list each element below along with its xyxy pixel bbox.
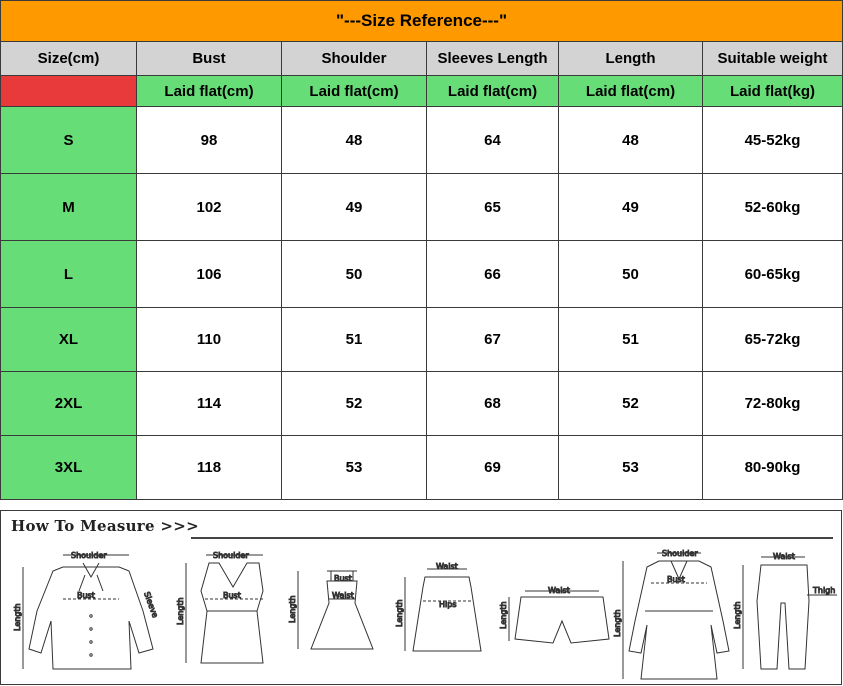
- length-cell: 52: [559, 372, 703, 436]
- skirt-diagram: [395, 562, 481, 651]
- sleeves-cell: 66: [427, 241, 559, 308]
- size-cell: L: [1, 241, 137, 308]
- table-row: [1, 241, 843, 308]
- bust-label: Bust: [667, 575, 685, 584]
- bust-cell: 110: [137, 308, 282, 372]
- how-to-measure-panel: [0, 510, 842, 685]
- weight-cell: 60-65kg: [703, 241, 843, 308]
- shoulder-cell: 50: [282, 241, 427, 308]
- table-row: [1, 174, 843, 241]
- table-row: [1, 107, 843, 174]
- unit-length: Laid flat(cm): [559, 76, 703, 107]
- how-to-measure-title: How To Measure >>>: [11, 517, 199, 535]
- shoulder-cell: 51: [282, 308, 427, 372]
- waist-label: Waist: [548, 586, 570, 595]
- length-label: Length: [499, 601, 508, 629]
- shoulder-cell: 49: [282, 174, 427, 241]
- shoulder-cell: 53: [282, 436, 427, 500]
- bust-label: Bust: [334, 574, 352, 583]
- size-cell: M: [1, 174, 137, 241]
- waist-label: Waist: [773, 552, 795, 561]
- dress-diagram: [288, 571, 373, 649]
- header-sleeves-length: Sleeves Length: [427, 42, 559, 76]
- weight-cell: 52-60kg: [703, 174, 843, 241]
- unit-corner: [1, 76, 137, 107]
- size-cell: S: [1, 107, 137, 174]
- length-label: Length: [395, 599, 404, 627]
- header-shoulder: Shoulder: [282, 42, 427, 76]
- size-cell: XL: [1, 308, 137, 372]
- length-cell: 53: [559, 436, 703, 500]
- bust-label: Bust: [223, 591, 241, 600]
- table-row: [1, 372, 843, 436]
- weight-cell: 65-72kg: [703, 308, 843, 372]
- bust-cell: 118: [137, 436, 282, 500]
- header-length: Length: [559, 42, 703, 76]
- bust-label: Bust: [77, 591, 95, 600]
- table-row: [1, 436, 843, 500]
- measure-diagrams: [1, 541, 841, 686]
- length-cell: 51: [559, 308, 703, 372]
- shoulder-label: Shoulder: [213, 551, 249, 560]
- size-cell: 2XL: [1, 372, 137, 436]
- unit-shoulder: Laid flat(cm): [282, 76, 427, 107]
- shorts-diagram: [499, 586, 609, 643]
- trousers-diagram: [733, 552, 837, 669]
- unit-row: [1, 76, 843, 107]
- waist-label: Waist: [332, 591, 354, 600]
- chart-title: "---Size Reference---": [1, 1, 843, 42]
- length-label: Length: [733, 601, 742, 629]
- sleeves-cell: 68: [427, 372, 559, 436]
- header-row: [1, 42, 843, 76]
- sleeves-cell: 64: [427, 107, 559, 174]
- length-label: Length: [613, 609, 622, 637]
- bust-cell: 102: [137, 174, 282, 241]
- length-cell: 49: [559, 174, 703, 241]
- vest-diagram: [176, 551, 263, 663]
- coat-diagram: [613, 549, 729, 679]
- header-bust: Bust: [137, 42, 282, 76]
- hips-label: Hips: [439, 600, 457, 609]
- blouse-diagram: [13, 551, 160, 669]
- sleeves-cell: 67: [427, 308, 559, 372]
- length-cell: 50: [559, 241, 703, 308]
- shoulder-label: Shoulder: [71, 551, 107, 560]
- weight-cell: 72-80kg: [703, 372, 843, 436]
- shoulder-cell: 52: [282, 372, 427, 436]
- unit-bust: Laid flat(cm): [137, 76, 282, 107]
- shoulder-label: Shoulder: [662, 549, 698, 558]
- bust-cell: 106: [137, 241, 282, 308]
- length-cell: 48: [559, 107, 703, 174]
- header-size: Size(cm): [1, 42, 137, 76]
- sleeve-label: Sleeve: [142, 590, 160, 619]
- weight-cell: 80-90kg: [703, 436, 843, 500]
- length-label: Length: [13, 603, 22, 631]
- length-label: Length: [288, 595, 297, 623]
- unit-weight: Laid flat(kg): [703, 76, 843, 107]
- title-rule: [191, 537, 833, 539]
- waist-label: Waist: [436, 562, 458, 571]
- unit-sleeves-length: Laid flat(cm): [427, 76, 559, 107]
- sleeves-cell: 69: [427, 436, 559, 500]
- table-row: [1, 308, 843, 372]
- length-label: Length: [176, 597, 185, 625]
- header-suitable-weight: Suitable weight: [703, 42, 843, 76]
- shoulder-cell: 48: [282, 107, 427, 174]
- bust-cell: 114: [137, 372, 282, 436]
- thigh-label: Thigh: [813, 586, 836, 595]
- weight-cell: 45-52kg: [703, 107, 843, 174]
- size-cell: 3XL: [1, 436, 137, 500]
- bust-cell: 98: [137, 107, 282, 174]
- sleeves-cell: 65: [427, 174, 559, 241]
